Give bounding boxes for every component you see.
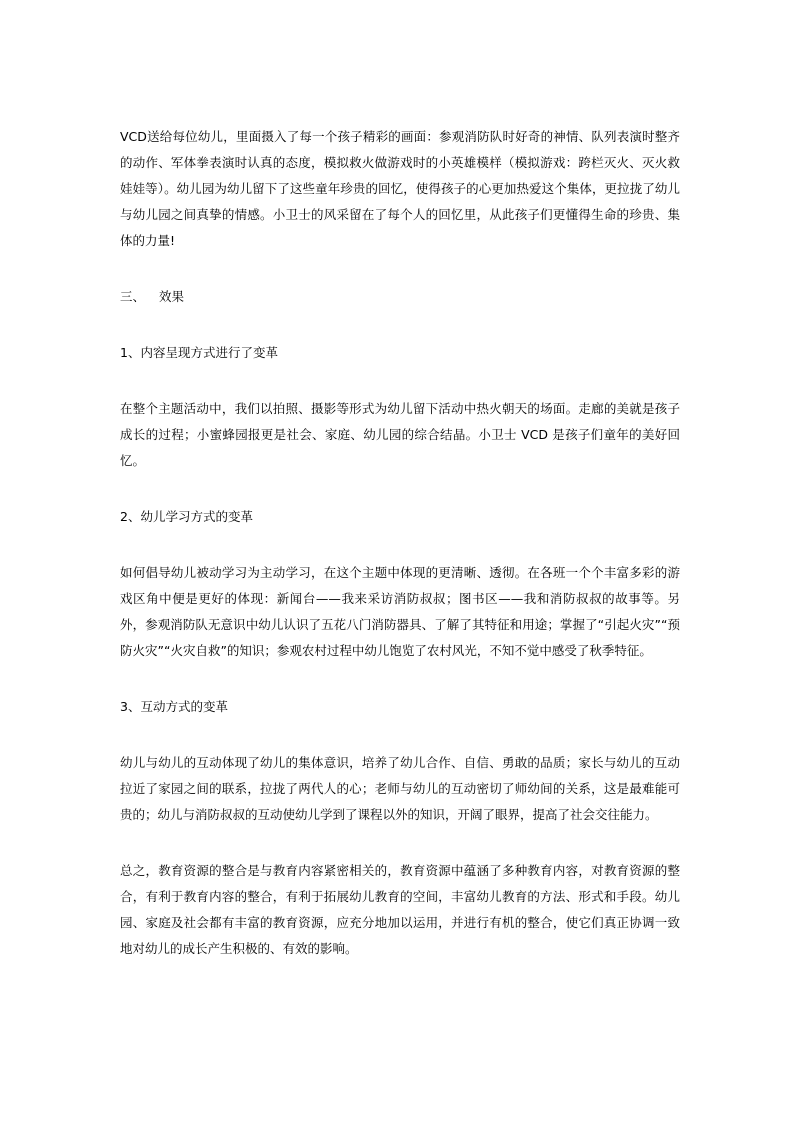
section-number: 三、	[120, 289, 146, 304]
spacer	[120, 474, 680, 504]
item-heading-2: 2、幼儿学习方式的变革	[120, 509, 253, 524]
conclusion-paragraph: 总之，教育资源的整合是与教育内容紧密相关的，教育资源中蕴涵了多种教育内容，对教育资源的整合，有利于教育内容的整合，有利于拓展幼儿教育的空间，丰富幼儿教育的方法、形式和手段。幼儿园、家庭及社会都有丰富的教育资源，应充分地加以运用，并进行有机的整合，使它们真正协调一致地对幼儿的成长产生积极的、有效的影响。	[120, 863, 680, 956]
section-title: 效果	[159, 289, 185, 304]
document-body	[120, 124, 680, 962]
spacer	[120, 664, 680, 694]
spacer	[120, 254, 680, 284]
intro-paragraph: VCD送给每位幼儿，里面摄入了每一个孩子精彩的画面：参观消防队时好奇的神情、队列表演时整齐的动作、军体拳表演时认真的态度，模拟救火做游戏时的小英雄模样（模拟游戏：跨栏灭火、灭火救娃娃等）。幼儿园为幼儿留下了这些童年珍贵的回忆，使得孩子的心更加热爱这个集体，更拉拢了幼儿与幼儿园之间真挚的情感。小卫士的风采留在了每个人的回忆里，从此孩子们更懂得生命的珍贵、集体的力量!	[120, 129, 680, 248]
spacer	[120, 720, 680, 750]
item-body-2: 如何倡导幼儿被动学习为主动学习，在这个主题中体现的更清晰、透彻。在各班一个个丰富多彩的游戏区角中便是更好的体现：新闻台——我来采访消防叔叔；图书区——我和消防叔叔的故事等。另外，参观消防队无意识中幼儿认识了五花八门消防器具、了解了其特征和用途；掌握了“引起火灾”“预防火灾”“火灾自救”的知识；参观农村过程中幼儿饱览了农村风光，不知不觉中感受了秋季特征。	[120, 565, 680, 658]
item-body-3: 幼儿与幼儿的互动体现了幼儿的集体意识，培养了幼儿合作、自信、勇敢的品质；家长与幼儿的互动拉近了家园之间的联系，拉拢了两代人的心；老师与幼儿的互动密切了师幼间的关系，这是最难能可贵的；幼儿与消防叔叔的互动使幼儿学到了课程以外的知识，开阔了眼界，提高了社会交往能力。	[120, 755, 680, 822]
item-body-1: 在整个主题活动中，我们以拍照、摄影等形式为幼儿留下活动中热火朝天的场面。走廊的美就是孩子成长的过程；小蜜蜂园报更是社会、家庭、幼儿园的综合结晶。小卫士 VCD 是孩子们童年的美好回忆。	[120, 401, 680, 468]
spacer	[120, 530, 680, 560]
section-heading	[120, 284, 680, 310]
item-heading-3: 3、互动方式的变革	[120, 699, 228, 714]
spacer	[120, 366, 680, 396]
spacer	[120, 828, 680, 858]
item-heading-1: 1、内容呈现方式进行了变革	[120, 345, 278, 360]
spacer	[120, 310, 680, 340]
